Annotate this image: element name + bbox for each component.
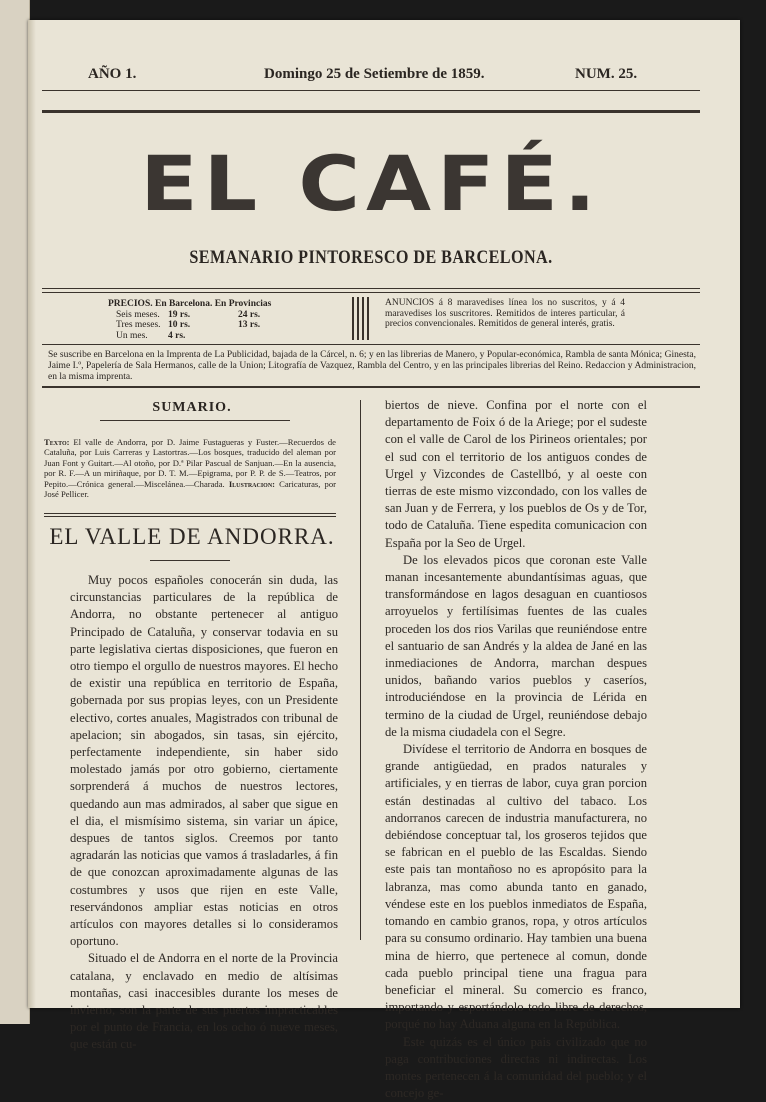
subscription-notice: Se suscribe en Barcelona en la Imprenta de La Publicidad, bajada de la Cárcel, n. 6; y en las librerias de Manero, y Popular-económica, Rambla de santa Mónica; Ginesta, Jaime I.º, Papelería de Sala Hermanos, calle de la Union; Litografía de Vazquez, Rambla del Centro, y en las principales librerias del Reino. Redaccion y Administracion, en la misma imprenta. (48, 350, 696, 382)
price-provincias: 24 rs. (238, 309, 261, 320)
article-paragraph: Este quizás es el único pais civilizado que no paga contribuciones directas ni indirectas. Los montes pertenecen á la comunidad del pueblo; y el concejo ge- (385, 1034, 647, 1101)
year-label: AÑO 1. (88, 66, 137, 82)
summary-illus-label: Ilustracion: (228, 478, 276, 489)
subscription-prices (108, 299, 318, 341)
summary-text: El valle de Andorra, por D. Jaime Fustagueras y Fuster.—Recuerdos de Cataluña, por Luis Carreras y Lastortras.—Los bosques, traducido del aleman por Juan Font y Guitart.—Al otoño, por D.ª Pilar Pascual de Sanjuan.—En la ausencia, por R. F.—A un miriñaque, por D. T. M.—Epigrama, por P. P. de S.—Teatros, por Pepito.—Crónica general.—Miscelánea.—Charada. (44, 437, 336, 489)
info-rule-bottom (42, 344, 700, 345)
article-column-right (385, 397, 647, 1102)
summary-text-label: Texto: (44, 437, 70, 447)
body-rule (42, 386, 700, 388)
header-rule-bottom (42, 110, 700, 113)
price-barcelona: 10 rs. (168, 320, 191, 330)
price-provincias: 13 rs. (238, 320, 261, 330)
price-provincias (238, 331, 308, 342)
article-column-left (70, 572, 338, 1054)
summary-underline (100, 420, 290, 421)
masthead-subtitle: SEMANARIO PINTORESCO DE BARCELONA. (189, 247, 553, 268)
price-barcelona: 19 rs. (168, 309, 191, 320)
advertising-rates: ANUNCIOS á 8 maravedises línea los no suscritos, y á 4 maravedises los suscritores. Remitidos de interes particular, á precios convencionales. Remitidos de general interés, gratis. (385, 298, 625, 329)
price-barcelona: 4 rs. (168, 330, 186, 341)
header-rule-top (42, 90, 700, 91)
summary-illus: Caricaturas, por José Pellicer. (44, 478, 336, 500)
article-paragraph: De los elevados picos que coronan este Valle manan incesantemente abundantísimas aguas, que transformándose en lagos desaguan en cuantiosos arroyuelos y fertilísimas fuentes de las cuales proceden los dos rios Varilas que reuniéndose entre el santuario de san Andrés y la aldea de Jané en las inmediaciones de Andorra, marchan despues unidos, bañando varios pueblos y caseríos, introduciéndose en la provincia de Lérida en termino de la ciudad de Urgel, reuniéndose debajo de la misma ciudadela con el Segre. (385, 552, 647, 739)
issue-date: Domingo 25 de Setiembre de 1859. (264, 66, 485, 82)
summary-rule (44, 513, 336, 514)
article-paragraph: Muy pocos españoles conocerán sin duda, las circunstancias particulares de la república de Andorra, no obstante pertenecer al antiguo Principado de Cataluña, y conservar todavia en su parte legislativa ciertas disposiciones, que fueron en otro tiempo el orgullo de nuestros mayores. El hecho de existir una república en territorio de España, gobernada por sus propias leyes, con un Presidente electivo, cortes anuales, Magistrados con tribunal de apelacion; sin abogados, sin tasas, sin ejército, perfectamente independiente, sin haber sido molestado jamás por otro gobierno, ciertamente sorprenderá á muchos de nuestros lectores, quedando aun mas admirados, al saber que sigue en el dia, el mismísimo sistema, sin variar un ápice, despues de tantos siglos. Creemos por tanto agradarán las noticias que vamos á trasladarles, á fin de que conozcan aproximadamente algunas de las costumbres y usos que rijen en este Valle, reservándonos ampliar estas noticias en otros artículos con mayores detalles si lo consideramos oportuno. (70, 573, 338, 949)
page-binding-shadow (28, 20, 36, 1008)
info-divider (362, 297, 364, 340)
info-rule-top-2 (42, 292, 700, 293)
price-period: Seis meses. (116, 309, 160, 320)
price-period: Tres meses. (116, 320, 161, 330)
price-row (108, 320, 318, 331)
price-row (108, 331, 318, 342)
issue-number: NUM. 25. (575, 66, 638, 82)
price-period: Un mes. (116, 330, 148, 341)
article-paragraph: Divídese el territorio de Andorra en bosques de grande antigüedad, en prados naturales y artificiales, y en tierras de labor, cuya gran porcion están destinadas al cultivo del tabaco. Los andorranos carecen de industria manufacturera, no debiéndose conceptuar tal, los groseros tejidos que se fabrican en el pueblo de las Escaldas. Siendo este pais tan montañoso no es apropósito para la labranza, mas como abunda tanto en ganado, véndese este en los pueblos inmediatos de España, tomando en cambio granos, ropa, y otros artículos para su consumo ordinario. Hay tambien una buena mina de hierro, que pertenece al comun, donde cada pueblo principal tiene una fragua para beneficiar el mineral. Su comercio es franco, importando y esportándolo todo libre de derechos, porqué no hay Aduana alguna en la República. (385, 742, 647, 1032)
article-paragraph: biertos de nieve. Confina por el norte con el departamento de Foix ó de la Ariege; por el sudeste con el valle de Carol de los Pirineos orientales; por el sud con el territorio de los antiguos condes de Urgel y Vizcondes de Castellbó, y al oeste con tierras de este mismo vizcondado, con los valles de san Juan y de Ferrera, y los pueblos de Os y de Tor, todo de Cataluña. Tiene espedita comunicacion con España por la Seo de Urgel. (385, 398, 647, 550)
info-divider (367, 297, 369, 340)
article-title-underline (150, 560, 230, 561)
adjacent-page-edge (0, 0, 30, 1024)
prices-head: PRECIOS. En Barcelona. En Provincias (108, 299, 272, 309)
price-row (108, 310, 318, 321)
info-divider (357, 297, 359, 340)
summary-contents (44, 437, 336, 499)
column-divider (360, 400, 361, 940)
summary-rule-2 (44, 516, 336, 517)
masthead-title: EL CAFÉ. (140, 139, 602, 229)
info-divider (352, 297, 354, 340)
article-paragraph: Situado el de Andorra en el norte de la Provincia catalana, y enclavado en medio de altísimas montañas, casi inaccesibles durante los meses de invierno, son la parte de sus puertos impracticables por el punto de Francia, en los ocho ó nueve meses, que están cu- (70, 951, 338, 1052)
article-title: EL VALLE DE ANDORRA. (49, 524, 335, 549)
info-rule-top (42, 288, 700, 289)
summary-heading: SUMARIO. (152, 400, 232, 415)
